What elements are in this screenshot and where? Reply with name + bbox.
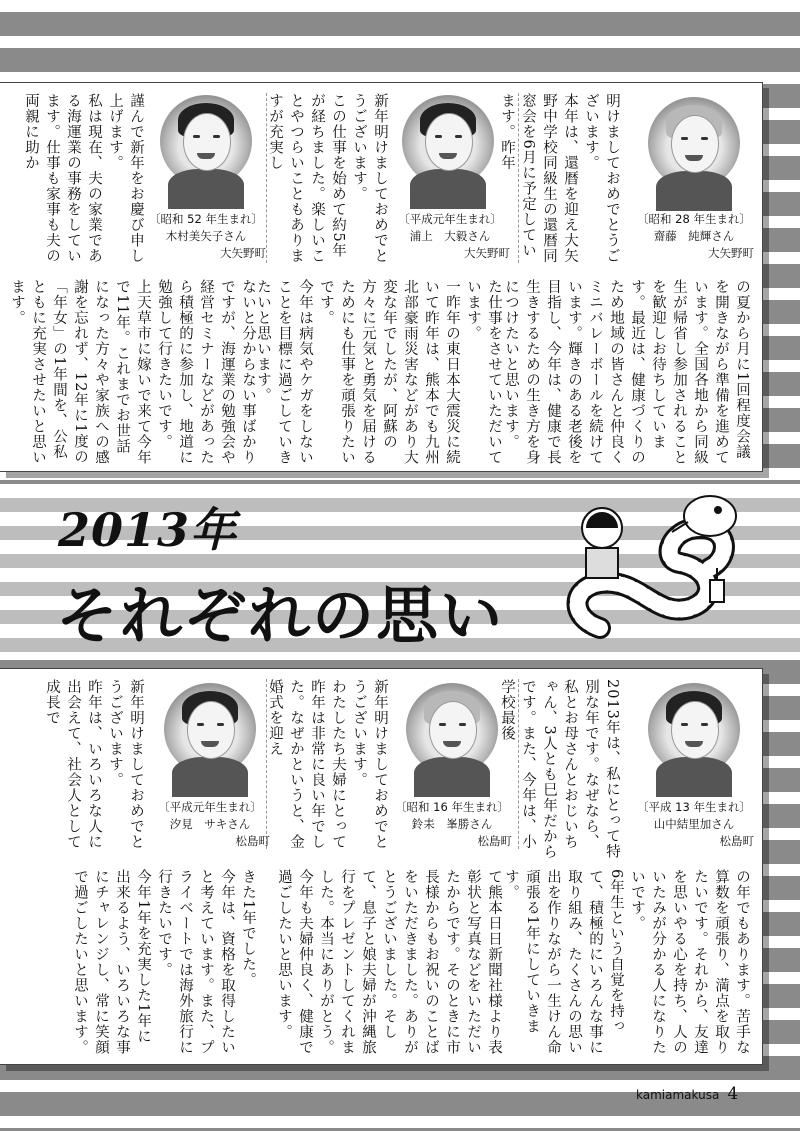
birth-era: 〔平成元年生まれ〕	[398, 212, 502, 226]
birth-era: 〔昭和 28 年生まれ〕	[637, 212, 751, 226]
person-name: 山中結里加さん	[653, 817, 735, 831]
profile-intro-text: 新年明けましておめでとうございます。 わたしたち夫婦にとって昨年は非常に良い年でした。なぜかというと、金婚式を迎え	[267, 679, 388, 850]
profile-caption	[634, 799, 754, 850]
birth-era: 〔平成 13 年生まれ〕	[637, 800, 751, 814]
profile-intro-text: 新年明けましておめでとうございます。 この仕事を始めて約5年が経ちました。楽しいことやつらいこともありますが充実し	[267, 93, 388, 264]
profile-caption	[146, 211, 266, 262]
profile-intro-text: 明けましておめでとうございます。 本年は、還暦を迎え大矢野中学校同級生の還暦同窓会を6月に予定しています。昨年	[499, 93, 620, 264]
article-body-text: きた1年でした。 今年は、資格を取得したいと考えています。また、プライベートでは海外旅行に行きたいです。 今年1年を充実した1年に出来るよう、いろいろな事にチャレンジし、常に笑顔で過ごしたいと思います。	[72, 869, 256, 1055]
title-year: 2013年	[58, 503, 238, 557]
town-name: 松島町	[719, 834, 754, 848]
portrait-photo	[402, 95, 494, 187]
page-number: 4	[727, 1084, 739, 1104]
portrait-photo	[648, 683, 740, 775]
bottom-article-card	[0, 668, 763, 1065]
page-footer	[636, 1084, 738, 1104]
article-body-text: ないと分からない事ばかりですが、海運業の勉強会や経営セミナーなどがあったら積極的に参加し、地道に勉強して行きたいです。 上天草市に嫁いで来て今年で11年。これまでお世話になった方々や家族への感謝を忘れず、12年に1度の「年女」の1年間を、公私ともに充実させたいと思います。	[9, 279, 256, 465]
profile-caption	[150, 799, 270, 850]
article-body-text: て熊本日日新聞社様より表彰状と写真などをいただいたからです。そのときに市長様からもお祝いのことばをいただきました。ありがとうございました。そして、息子と娘夫婦が沖縄旅行をプレゼントしてくれました。本当にありがとう。 今年も夫婦仲良く、健康で過ごしたいと思います。	[276, 869, 502, 1055]
article-body-text: の年でもあります。苦手な算数を頑張り、満点を取りたいです。それから、友達を思いやる心を持ち、人のいたみが分かる人になりたいです。 6年生という自覚を持って、積極的にいろんな事に取り組み、たくさんの思い出を作りながら一生けん命頑張る1年にしていきます。	[503, 869, 750, 1055]
top-article-card	[0, 82, 763, 472]
page-title: それぞれの思い	[56, 579, 505, 652]
profile-caption	[634, 211, 754, 262]
person-name: 齋藤 純輝さん	[653, 229, 735, 243]
article-body-text: の夏から月に1回程度会議を開きながら準備を進めています。全国各地から同級生が帰省し参加されることを歓迎しお待ちしています。最近は、健康づくりのため地域の皆さんと仲良くミニバレーボールを続けています。輝きのある老後を目指し、今年は、健康で長生きするための生き方を身につけたいと思います。	[503, 279, 750, 465]
profile-caption	[392, 799, 512, 850]
person-name: 汐見 サキさん	[169, 817, 251, 831]
portrait-photo	[164, 683, 256, 775]
birth-era: 〔昭和 52 年生まれ〕	[149, 212, 263, 226]
snake-mascot-icon	[560, 488, 760, 658]
birth-era: 〔平成元年生まれ〕	[158, 800, 262, 814]
profile-caption	[390, 211, 510, 262]
town-name: 松島町	[477, 834, 512, 848]
birth-era: 〔昭和 16 年生まれ〕	[395, 800, 509, 814]
portrait-photo	[648, 97, 740, 189]
town-name: 松島町	[235, 834, 270, 848]
person-name: 浦上 大毅さん	[409, 229, 491, 243]
person-name: 木村美矢子さん	[165, 229, 247, 243]
person-name: 鈴耒 峯勝さん	[411, 817, 493, 831]
portrait-photo	[160, 95, 252, 187]
town-name: 大矢野町	[708, 246, 754, 260]
profile-intro-text: 謹んで新年をお慶び申し上げます。 私は現在、夫の家業である海運業の事務をしています。仕事も家事も夫の両親に助か	[23, 93, 144, 264]
magazine-name: kamiamakusa	[636, 1088, 720, 1102]
town-name: 大矢野町	[220, 246, 266, 260]
profile-intro-text: 新年明けましておめでとうございます。 昨年は、いろいろな人に出会えて、社会人として成長で	[44, 679, 144, 850]
article-body-text: た仕事をさせていただいています。 一昨年の東日本大震災に続いて昨年は、熊本でも九州北部豪雨災害などがあり大変な年でしたが、阿蘇の方々に元気と勇気を届けるためにも仕事を頑張りたいです。 今年は病気やケガをしないことを目標に過ごしていきたいと思います。	[255, 279, 502, 465]
portrait-photo	[406, 683, 498, 775]
town-name: 大矢野町	[464, 246, 510, 260]
profile-intro-text: 2013年は、私にとって特別な年です。なぜなら、私とお母さんとおじいちゃん、3人とも巳年だからです。また、今年は、小学校最後	[499, 679, 620, 860]
